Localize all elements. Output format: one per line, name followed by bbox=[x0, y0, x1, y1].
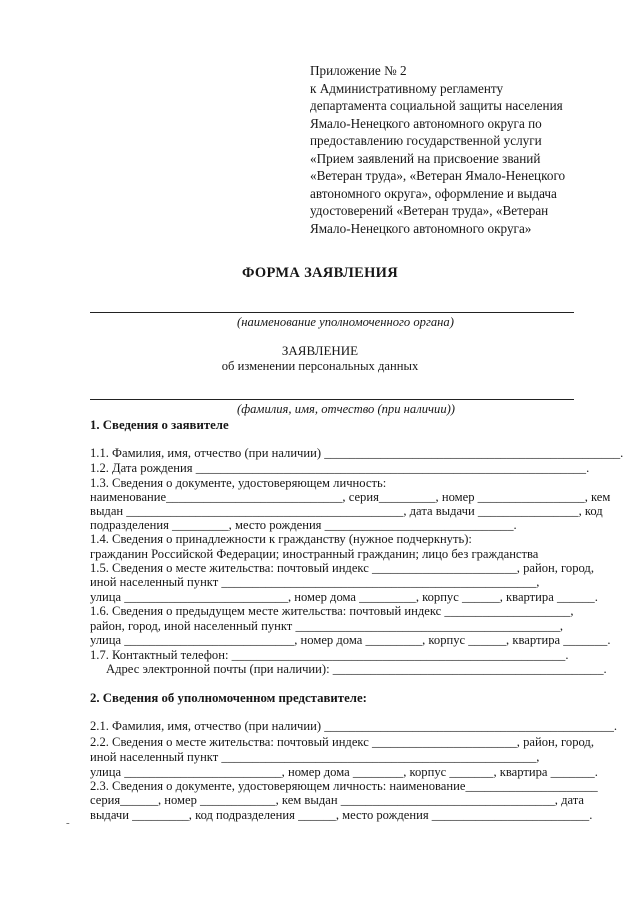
authority-field-line bbox=[90, 312, 574, 313]
appendix-line: к Административному регламенту bbox=[310, 80, 504, 96]
form-title: ФОРМА ЗАЯВЛЕНИЯ bbox=[242, 265, 398, 281]
form-line: улица __________________________, номер дома _________, корпус ______, квартира ______. bbox=[90, 590, 598, 604]
appendix-line: автономного округа», оформление и выдача bbox=[310, 185, 557, 201]
form-line: гражданин Российской Федерации; иностранный гражданин; лицо без гражданства bbox=[90, 547, 539, 561]
form-line: Адрес электронной почты (при наличии): ___________________________________________. bbox=[106, 662, 607, 676]
form-line: 2.2. Сведения о месте жительства: почтовый индекс _______________________, район, город, bbox=[90, 735, 594, 749]
applicant-name-field-line bbox=[90, 399, 574, 400]
form-line: наименование____________________________, серия_________, номер _________________, кем bbox=[90, 490, 611, 504]
appendix-line: департамента социальной защиты населения bbox=[310, 98, 563, 113]
form-line: иной населенный пункт __________________________________________________, bbox=[90, 750, 540, 764]
form-line: серия______, номер ____________, кем выдан __________________________________, дата bbox=[90, 793, 585, 807]
applicant-caption: (фамилия, имя, отчество (при наличии)) bbox=[237, 402, 455, 416]
section-2-heading: 2. Сведения об уполномоченном представителе: bbox=[90, 691, 367, 705]
form-line: 1.1. Фамилия, имя, отчество (при наличии) _______________________________________________. bbox=[90, 446, 624, 460]
form-line: 1.7. Контактный телефон: _____________________________________________________. bbox=[90, 648, 569, 662]
form-line: 1.5. Сведения о месте жительства: почтовый индекс _______________________, район, город, bbox=[90, 561, 594, 575]
form-line: район, город, иной населенный пункт __________________________________________, bbox=[90, 619, 564, 633]
appendix-line: «Ветеран труда», «Ветеран Ямало-Ненецкого bbox=[310, 168, 566, 183]
form-line: выдан ____________________________________________, дата выдачи ________________, код bbox=[90, 504, 603, 518]
form-line: улица _________________________, номер дома ________, корпус _______, квартира _______. bbox=[90, 765, 598, 779]
form-line: 2.1. Фамилия, имя, отчество (при наличии) ______________________________________________. bbox=[90, 719, 618, 733]
form-line: выдачи _________, код подразделения ______, место рождения _________________________. bbox=[90, 808, 593, 822]
form-line: 1.6. Сведения о предыдущем месте жительства: почтовый индекс ____________________, bbox=[90, 604, 574, 618]
form-line: подразделения _________, место рождения ______________________________. bbox=[90, 518, 517, 532]
form-line: 1.4. Сведения о принадлежности к гражданству (нужное подчеркнуть): bbox=[90, 532, 472, 546]
form-line: 1.3. Сведения о документе, удостоверяющем личность: bbox=[90, 476, 387, 490]
statement-title: ЗАЯВЛЕНИЕ bbox=[281, 343, 359, 358]
form-line: 2.3. Сведения о документе, удостоверяющем личность: наименование_____________________ bbox=[90, 779, 598, 793]
appendix-line: «Прием заявлений на присвоение званий bbox=[310, 150, 541, 166]
appendix-line: предоставлению государственной услуги bbox=[310, 133, 542, 148]
section-1-heading: 1. Сведения о заявителе bbox=[90, 418, 229, 432]
margin-mark: - bbox=[66, 817, 70, 829]
appendix-line: Ямало-Ненецкого автономного округа» bbox=[310, 220, 532, 236]
statement-subtitle: об изменении персональных данных bbox=[221, 359, 419, 373]
appendix-header bbox=[310, 62, 630, 237]
appendix-line: Приложение № 2 bbox=[310, 63, 407, 78]
form-line: улица ___________________________, номер дома _________, корпус ______, квартира _______. bbox=[90, 633, 611, 647]
appendix-line: Ямало-Ненецкого автономного округа по bbox=[310, 115, 542, 131]
appendix-line: удостоверений «Ветеран труда», «Ветеран bbox=[310, 203, 549, 218]
form-line: иной населенный пункт __________________________________________________, bbox=[90, 575, 540, 589]
authority-caption: (наименование уполномоченного органа) bbox=[237, 315, 454, 329]
form-line: 1.2. Дата рождения ______________________________________________________________. bbox=[90, 461, 590, 475]
